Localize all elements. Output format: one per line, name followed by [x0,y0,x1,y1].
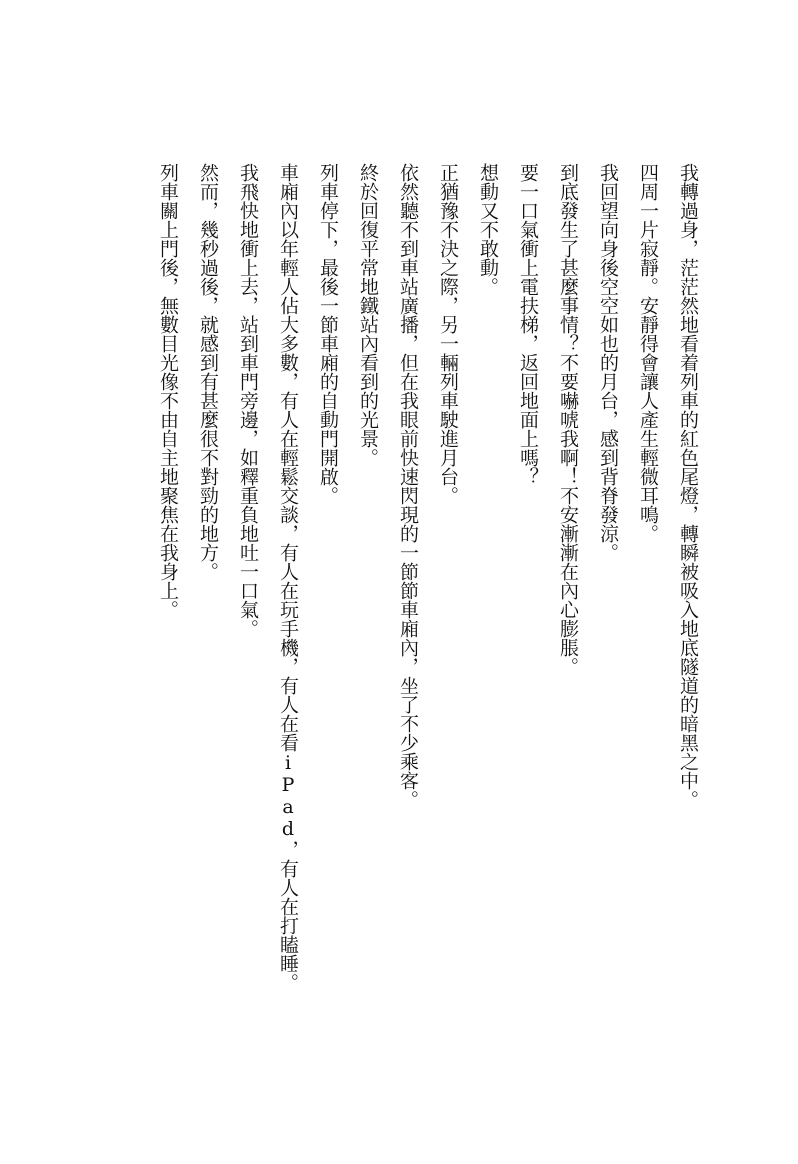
paragraph: 要一口氣衝上電扶梯，返回地面上嗎？ [517,163,539,486]
paragraph: 想動又不敢動。 [477,163,499,296]
paragraph: 到底發生了甚麼事情？不要嚇唬我啊！不安漸漸在內心膨脹。 [557,163,579,676]
paragraph: 我轉過身，茫茫然地看着列車的紅色尾燈，轉瞬被吸入地底隧道的暗黑之中。 [677,163,699,809]
paragraph: 我飛快地衝上去，站到車門旁邊，如釋重負地吐一口氣。 [237,163,259,638]
paragraph: 四周一片寂靜。安靜得會讓人產生輕微耳鳴。 [637,163,659,543]
paragraph: 然而，幾秒過後，就感到有甚麼很不對勁的地方。 [197,163,219,581]
paragraph: 終於回復平常地鐵站內看到的光景。 [357,163,379,467]
vertical-text-body [148,163,708,1063]
paragraph: 依然聽不到車站廣播，但在我眼前快速閃現的一節節車廂內，坐了不少乘客。 [397,163,419,809]
paragraph: 列車停下，最後一節車廂的自動門開啟。 [317,163,339,505]
paragraph: 列車關上門後，無數目光像不由自主地聚焦在我身上。 [157,163,179,619]
paragraph: 我回望向身後空空如也的月台，感到背脊發涼。 [597,163,619,562]
paragraph: 正猶豫不決之際，另一輛列車駛進月台。 [437,163,459,505]
paragraph: 車廂內以年輕人佔大多數，有人在輕鬆交談，有人在玩手機，有人在看iPad，有人在打瞌睡。 [277,163,299,992]
